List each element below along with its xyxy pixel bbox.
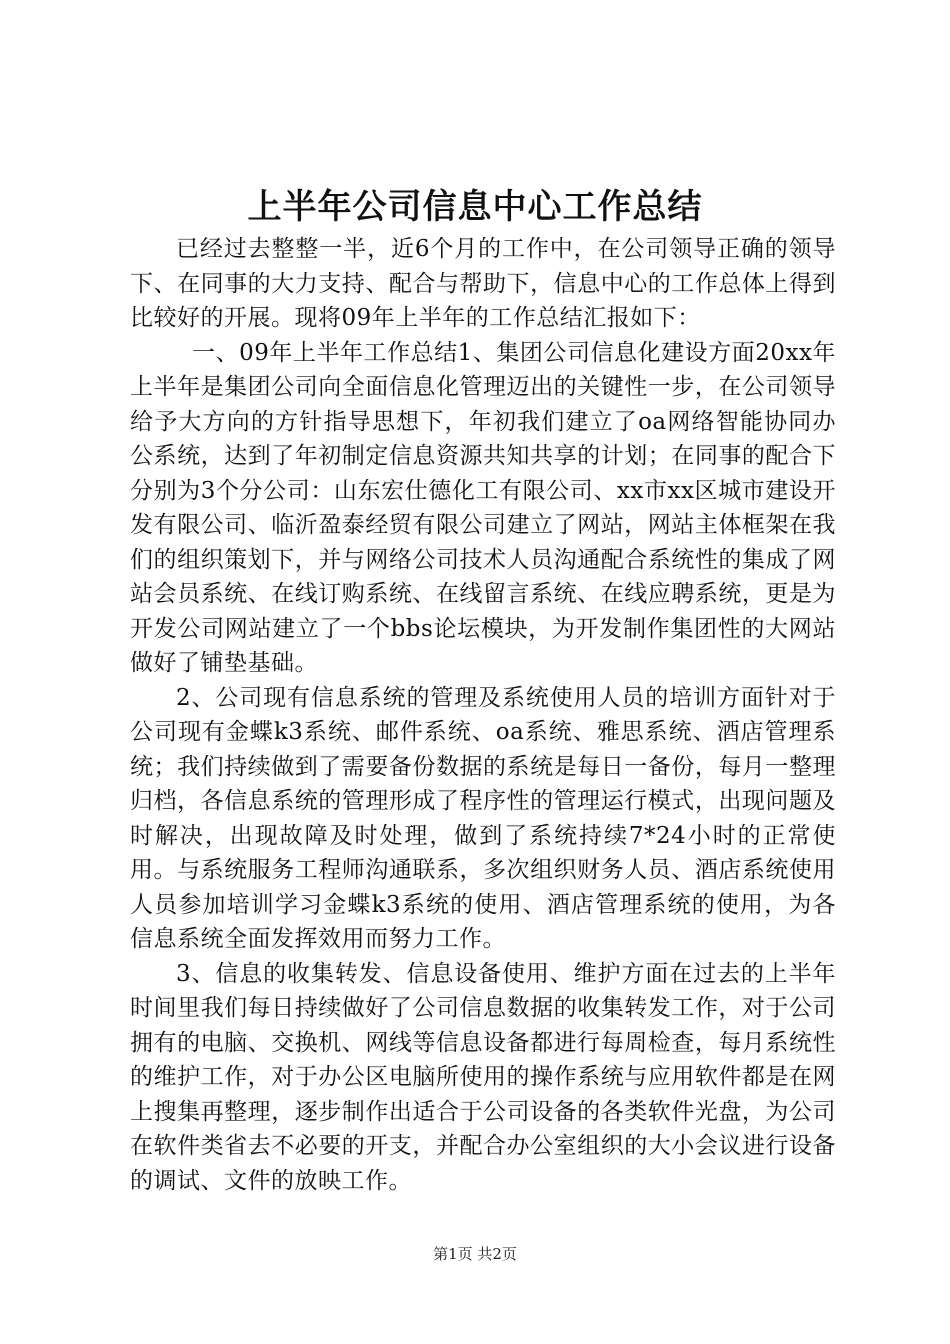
paragraph-section-1: 一、09年上半年工作总结1、集团公司信息化建设方面20xx年上半年是集团公司向全面信息化管理迈出的关键性一步，在公司领导给予大方向的方针指导思想下，年初我们建立了oa网络智能协同办公系统，达到了年初制定信息资源共知共享的计划；在同事的配合下分别为3个分公司：山东宏仕德化工有限公司、xx市xx区城市建设开发有限公司、临沂盈泰经贸有限公司建立了网站，网站主体框架在我们的组织策划下，并与网络公司技术人员沟通配合系统性的集成了网站会员系统、在线订购系统、在线留言系统、在线应聘系统，更是为开发公司网站建立了一个bbs论坛模块，为开发制作集团性的大网站做好了铺垫基础。 [130,339,836,676]
paragraph-section-3: 3、信息的收集转发、信息设备使用、维护方面在过去的上半年时间里我们每日持续做好了公司信息数据的收集转发工作，对于公司拥有的电脑、交换机、网线等信息设备都进行每周检查，每月系统性的维护工作，对于办公区电脑所使用的操作系统与应用软件都是在网上搜集再整理，逐步制作出适合于公司设备的各类软件光盘，为公司在软件类省去不必要的开支，并配合办公室组织的大小会议进行设备的调试、文件的放映工作。 [130,960,836,1194]
page-footer: 第1页 共2页 [433,1245,517,1263]
paragraph-intro: 已经过去整整一半，近6个月的工作中，在公司领导正确的领导下、在同事的大力支持、配合与帮助下，信息中心的工作总体上得到比较好的开展。现将09年上半年的工作总结汇报如下： [130,236,836,331]
paragraph-section-2: 2、公司现有信息系统的管理及系统使用人员的培训方面针对于公司现有金蝶k3系统、邮件系统、oa系统、雅思系统、酒店管理系统；我们持续做到了需要备份数据的系统是每日一备份，每月一整理归档，各信息系统的管理形成了程序性的管理运行模式，出现问题及时解决，出现故障及时处理，做到了系统持续7*24小时的正常使用。与系统服务工程师沟通联系，多次组织财务人员、酒店系统使用人员参加培训学习金蝶k3系统的使用、酒店管理系统的使用，为各信息系统全面发挥效用而努力工作。 [130,684,836,952]
document-title: 上半年公司信息中心工作总结 [247,187,703,227]
document-body [130,232,836,1198]
